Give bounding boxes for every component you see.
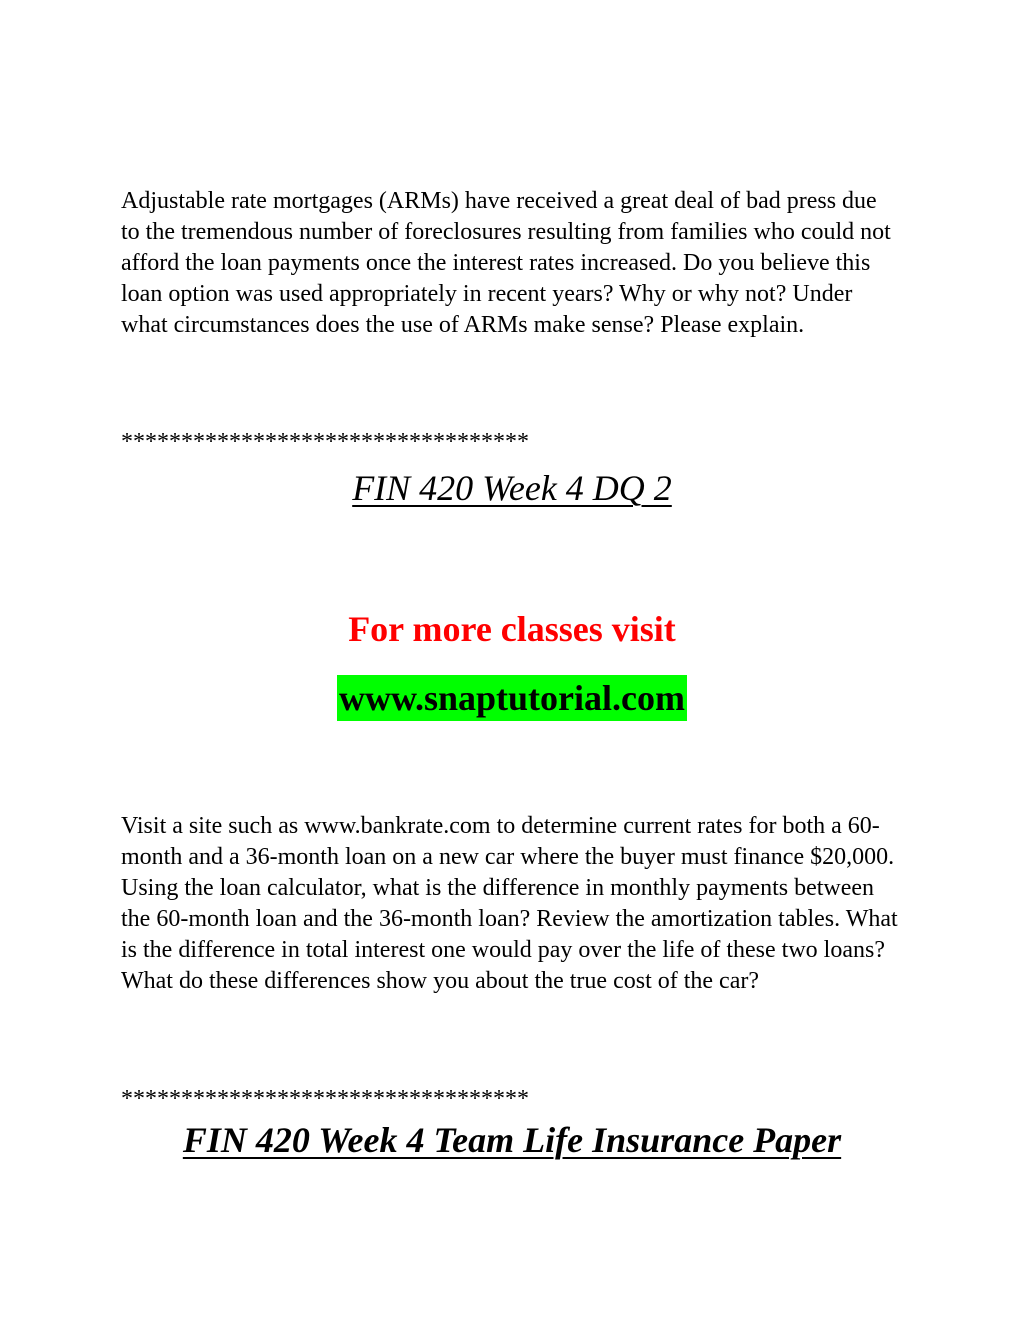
promo-url-link[interactable]: www.snaptutorial.com [337,675,687,721]
promo-text: For more classes visit [348,609,676,649]
car-loan-question-paragraph: Visit a site such as www.bankrate.com to determine current rates for both a 60-month and a 36-month loan on a new car where the buyer must finance $20,000. Using the loan calculator, what is the difference in monthly payments between the 60-month loan and the 36-month loan? Review the amortization tables. What is the difference in total interest one would pay over the life of these two loans? What do these differences show you about the true cost of the car? [121,813,898,994]
asterisk-separator: ********************************** [121,429,529,455]
team-paper-title: FIN 420 Week 4 Team Life Insurance Paper [182,1120,842,1160]
asterisk-separator: ********************************** [121,1086,529,1112]
dq2-title: FIN 420 Week 4 DQ 2 [352,468,672,508]
promo-url-line [0,675,1024,721]
arms-question-paragraph: Adjustable rate mortgages (ARMs) have received a great deal of bad press due to the tremendous number of foreclosures resulting from families who could not afford the loan payments once the interest rates increased. Do you believe this loan option was used appropriately in recent years? Why or why not? Under what circumstances does the use of ARMs make sense? Please explain. [121,188,891,338]
